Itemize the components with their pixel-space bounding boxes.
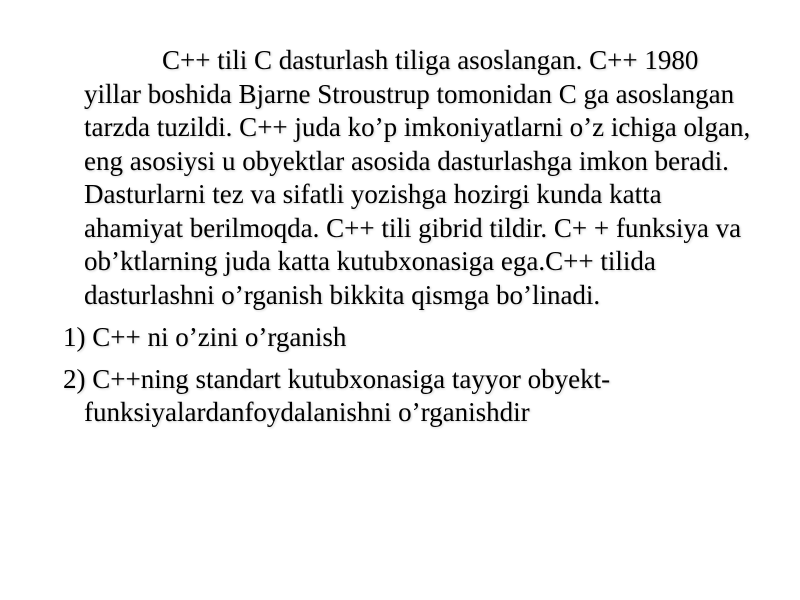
numbered-list [63,321,753,430]
list-item-2: 2) C++ning standart kutubxonasiga tayyor obyekt-funksiyalardanfoydalanishni o’rganishdir [63,363,611,427]
text-block [63,44,753,438]
intro-paragraph: C++ tili C dasturlash tiligа asoslangan. C++ 1980 yillar boshida Bjarne Stroustrup tomonidan C ga asoslangan tarzda tuzildi. C++ juda ko’p imkoniyatlarni o’z ichiga olgan, eng asosiysi u obyektlar asosida dasturlashga imkon beradi. Dasturlarni tez va sifatli yozishga hozirgi kunda katta ahamiyat berilmoqda. C++ tili gibrid tildir. C+ + funksiya va ob’ktlarning juda katta kutubxonasiga ega.C++ tilida dasturlashni o’rganish bikkita qismga bo’linadi. [84,45,751,310]
list-item-1: 1) C++ ni o’zini o’rganish [63,322,347,352]
